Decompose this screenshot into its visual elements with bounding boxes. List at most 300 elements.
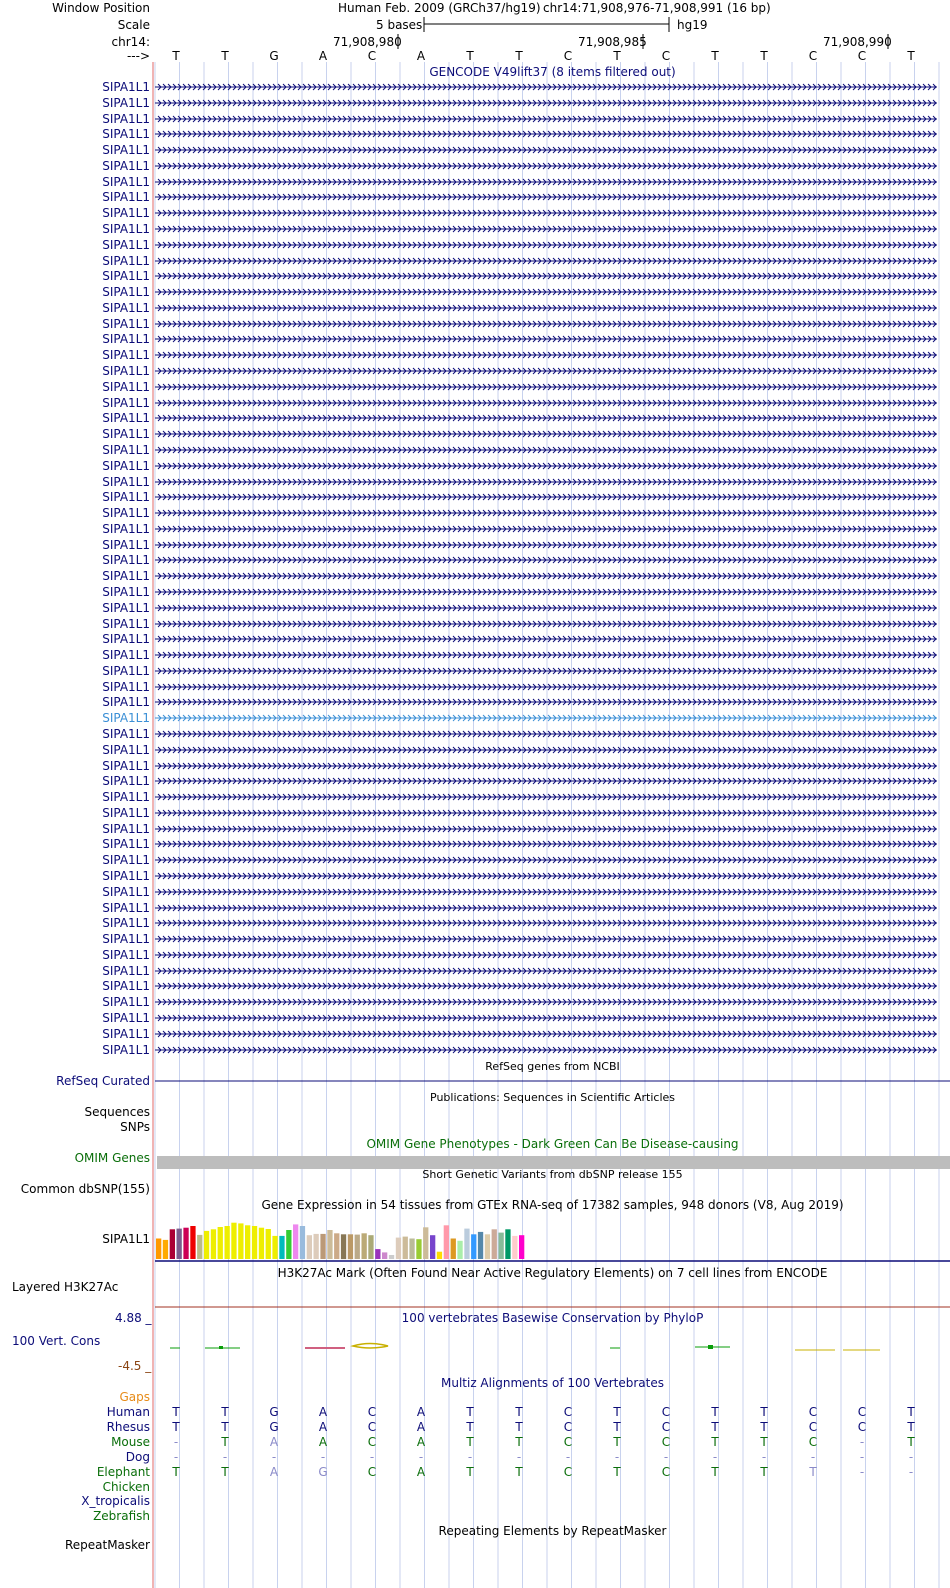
multiz-aligned-base: C: [563, 1405, 573, 1419]
gencode-gene-label[interactable]: SIPA1L1: [102, 632, 150, 647]
gencode-transcript-line[interactable]: [155, 382, 937, 392]
gencode-gene-label[interactable]: SIPA1L1: [102, 364, 150, 379]
gtex-tissue-bar[interactable]: [403, 1237, 408, 1259]
gencode-transcript-line[interactable]: [155, 477, 937, 487]
gencode-gene-label[interactable]: SIPA1L1: [102, 537, 150, 552]
gencode-gene-label[interactable]: SIPA1L1: [102, 95, 150, 110]
gtex-tissue-bar[interactable]: [451, 1239, 456, 1260]
reference-base: C: [563, 49, 573, 63]
multiz-aligned-base: A: [269, 1464, 279, 1479]
gtex-tissue-bar[interactable]: [368, 1235, 373, 1259]
reference-base: T: [466, 49, 474, 63]
gencode-track-title: GENCODE V49lift37 (8 items filtered out): [429, 65, 676, 79]
h3k27ac-track-title: H3K27Ac Mark (Often Found Near Active Regulatory Elements) on 7 cell lines from ENCODE: [277, 1266, 828, 1280]
gtex-tissue-bar[interactable]: [266, 1229, 271, 1259]
gencode-gene-label[interactable]: SIPA1L1: [102, 553, 150, 568]
reference-base: T: [613, 49, 621, 63]
gtex-tissue-bar[interactable]: [272, 1236, 277, 1259]
gencode-transcript-line[interactable]: [155, 334, 937, 344]
gtex-tissue-bar[interactable]: [238, 1223, 243, 1259]
gencode-gene-label[interactable]: SIPA1L1: [102, 569, 150, 584]
gencode-transcript-line[interactable]: [155, 934, 937, 944]
scale-db: hg19: [677, 18, 708, 32]
gencode-transcript-line[interactable]: [155, 634, 937, 644]
gencode-gene-label[interactable]: SIPA1L1: [102, 190, 150, 205]
gencode-transcript-line[interactable]: [155, 603, 937, 613]
gtex-tissue-bar[interactable]: [409, 1239, 414, 1260]
multiz-aligned-base: T: [515, 1419, 523, 1434]
multiz-aligned-base: T: [809, 1464, 817, 1479]
multiz-aligned-base: -: [908, 1449, 914, 1464]
gencode-gene-label[interactable]: SIPA1L1: [102, 916, 150, 931]
multiz-aligned-base: -: [859, 1434, 865, 1449]
gencode-gene-label[interactable]: SIPA1L1: [102, 253, 150, 268]
gencode-gene-label[interactable]: SIPA1L1: [102, 837, 150, 852]
gencode-gene-label[interactable]: SIPA1L1: [102, 679, 150, 694]
gencode-transcript-line[interactable]: [155, 256, 937, 266]
multiz-aligned-base: C: [367, 1464, 377, 1479]
gencode-transcript-line[interactable]: [155, 366, 937, 376]
multiz-aligned-base: A: [318, 1434, 328, 1449]
gtex-tissue-bar[interactable]: [485, 1234, 490, 1259]
gtex-tissue-bar[interactable]: [204, 1231, 209, 1259]
gencode-gene-label[interactable]: SIPA1L1: [102, 711, 150, 726]
multiz-species-label[interactable]: Mouse: [111, 1434, 150, 1449]
gencode-transcript-line[interactable]: [155, 492, 937, 502]
gencode-gene-label[interactable]: SIPA1L1: [102, 222, 150, 237]
gtex-tissue-bar[interactable]: [170, 1229, 175, 1259]
gencode-transcript-line[interactable]: [155, 824, 937, 834]
gencode-gene-label[interactable]: SIPA1L1: [102, 726, 150, 741]
gtex-tissue-bar[interactable]: [471, 1234, 476, 1259]
gencode-gene-label[interactable]: SIPA1L1: [102, 979, 150, 994]
gencode-transcript-line[interactable]: [155, 619, 937, 629]
gencode-transcript-line[interactable]: [155, 981, 937, 991]
gencode-transcript-line[interactable]: [155, 224, 937, 234]
gencode-gene-label[interactable]: SIPA1L1: [102, 332, 150, 347]
gencode-gene-label[interactable]: SIPA1L1: [102, 774, 150, 789]
gencode-gene-label[interactable]: SIPA1L1: [102, 127, 150, 142]
gencode-gene-label[interactable]: SIPA1L1: [102, 1011, 150, 1026]
gencode-transcript-line[interactable]: [155, 997, 937, 1007]
gencode-transcript-line[interactable]: [155, 792, 937, 802]
multiz-aligned-base: T: [172, 1464, 180, 1479]
multiz-aligned-base: T: [907, 1419, 915, 1434]
reference-base: G: [269, 49, 279, 63]
refseq-track-line: [155, 1080, 950, 1083]
gtex-tissue-bar[interactable]: [382, 1252, 387, 1259]
gencode-transcript-line[interactable]: [155, 903, 937, 913]
multiz-aligned-base: C: [661, 1419, 671, 1434]
gtex-track-label[interactable]: SIPA1L1: [102, 1232, 150, 1246]
multiz-aligned-base: -: [271, 1449, 277, 1464]
gencode-transcript-line[interactable]: [155, 1029, 937, 1039]
multiz-aligned-base: A: [318, 1405, 328, 1419]
gencode-gene-label[interactable]: SIPA1L1: [102, 853, 150, 868]
gencode-transcript-line[interactable]: [155, 240, 937, 250]
gtex-tissue-bar[interactable]: [286, 1230, 291, 1259]
gencode-gene-label[interactable]: SIPA1L1: [102, 458, 150, 473]
gencode-gene-label[interactable]: SIPA1L1: [102, 963, 150, 978]
multiz-aligned-base: T: [515, 1434, 523, 1449]
gencode-gene-label[interactable]: SIPA1L1: [102, 442, 150, 457]
coord-tick-2: 71,908,985: [578, 35, 647, 49]
phylop-signal: [155, 1336, 950, 1358]
multiz-aligned-base: C: [661, 1434, 671, 1449]
multiz-aligned-base: -: [173, 1434, 179, 1449]
gencode-transcript-line[interactable]: [155, 271, 937, 281]
multiz-aligned-base: C: [367, 1419, 377, 1434]
multiz-aligned-base: G: [269, 1405, 279, 1419]
gencode-gene-label[interactable]: SIPA1L1: [102, 395, 150, 410]
gencode-gene-label[interactable]: SIPA1L1: [102, 411, 150, 426]
multiz-track-title: Multiz Alignments of 100 Vertebrates: [440, 1376, 665, 1390]
gencode-gene-label[interactable]: SIPA1L1: [102, 947, 150, 962]
multiz-aligned-base: A: [318, 1419, 328, 1434]
gencode-transcript-line[interactable]: [155, 918, 937, 928]
multiz-aligned-base: T: [711, 1434, 719, 1449]
phylop-track-label[interactable]: 100 Vert. Cons: [12, 1334, 101, 1348]
gencode-transcript-line[interactable]: [155, 508, 937, 518]
multiz-aligned-base: -: [614, 1449, 620, 1464]
gencode-gene-label[interactable]: SIPA1L1: [102, 790, 150, 805]
gencode-gene-label[interactable]: SIPA1L1: [102, 506, 150, 521]
multiz-aligned-base: A: [416, 1405, 426, 1419]
multiz-aligned-base: C: [808, 1434, 818, 1449]
multiz-aligned-base: C: [857, 1405, 867, 1419]
gencode-gene-label[interactable]: SIPA1L1: [102, 805, 150, 820]
gtex-tissue-bar[interactable]: [457, 1241, 462, 1259]
reference-base: T: [711, 49, 719, 63]
multiz-gaps-label[interactable]: Gaps: [119, 1390, 150, 1404]
gtex-tissue-bar[interactable]: [314, 1234, 319, 1259]
gencode-gene-label[interactable]: SIPA1L1: [102, 648, 150, 663]
gencode-transcript-line[interactable]: [155, 208, 937, 218]
gencode-transcript-line[interactable]: [155, 776, 937, 786]
multiz-aligned-base: -: [173, 1449, 179, 1464]
gencode-gene-label[interactable]: SIPA1L1: [102, 158, 150, 173]
omim-track-label[interactable]: OMIM Genes: [74, 1151, 150, 1165]
repeatmasker-track-title: Repeating Elements by RepeatMasker: [438, 1524, 667, 1538]
gtex-tissue-bar[interactable]: [505, 1229, 510, 1259]
multiz-aligned-base: T: [221, 1405, 229, 1419]
gtex-tissue-bar[interactable]: [252, 1226, 257, 1259]
multiz-aligned-base: C: [808, 1405, 818, 1419]
gtex-tissue-bar[interactable]: [492, 1229, 497, 1259]
gencode-transcript-line[interactable]: [155, 666, 937, 676]
gencode-transcript-line[interactable]: [155, 555, 937, 565]
gencode-gene-label[interactable]: SIPA1L1: [102, 427, 150, 442]
gencode-transcript-line[interactable]: [155, 887, 937, 897]
publications-sequences-label[interactable]: Sequences: [84, 1105, 150, 1119]
gtex-tissue-bar[interactable]: [225, 1226, 230, 1259]
reference-base: T: [221, 49, 229, 63]
gencode-transcript-line[interactable]: [155, 192, 937, 202]
scale-text: 5 bases: [376, 18, 423, 32]
multiz-aligned-base: C: [367, 1434, 377, 1449]
multiz-aligned-base: C: [808, 1419, 818, 1434]
gencode-gene-label[interactable]: SIPA1L1: [102, 379, 150, 394]
multiz-aligned-base: -: [467, 1449, 473, 1464]
gtex-tissue-bar[interactable]: [512, 1236, 517, 1259]
reference-base: T: [907, 49, 915, 63]
multiz-aligned-base: T: [172, 1405, 180, 1419]
multiz-aligned-base: -: [908, 1464, 914, 1479]
gtex-tissue-bar[interactable]: [389, 1255, 394, 1259]
gencode-transcript-line[interactable]: [155, 729, 937, 739]
gencode-gene-label[interactable]: SIPA1L1: [102, 869, 150, 883]
gencode-gene-label[interactable]: SIPA1L1: [102, 616, 150, 631]
multiz-aligned-base: A: [416, 1434, 426, 1449]
multiz-species-label[interactable]: Zebrafish: [93, 1509, 150, 1524]
gencode-transcript-line[interactable]: [155, 350, 937, 360]
phylop-track-title: 100 vertebrates Basewise Conservation by PhyloP: [401, 1311, 704, 1325]
gtex-tissue-bar[interactable]: [478, 1232, 483, 1259]
gencode-gene-label[interactable]: SIPA1L1: [102, 695, 150, 710]
gencode-gene-label[interactable]: SIPA1L1: [102, 900, 150, 915]
multiz-aligned-base: T: [613, 1464, 621, 1479]
gtex-tissue-bar[interactable]: [499, 1233, 504, 1259]
gencode-transcript-line[interactable]: [155, 177, 937, 187]
gtex-tissue-bar[interactable]: [245, 1225, 250, 1259]
multiz-species-label[interactable]: Rhesus: [106, 1419, 150, 1434]
gencode-transcript-line[interactable]: [155, 839, 937, 849]
refseq-track-label[interactable]: RefSeq Curated: [56, 1074, 150, 1088]
gtex-track-title: Gene Expression in 54 tissues from GTEx RNA-seq of 17382 samples, 948 donors (V8, Aug 2019): [261, 1198, 844, 1212]
gencode-transcript-line[interactable]: [155, 98, 937, 108]
multiz-species-label[interactable]: Chicken: [102, 1479, 150, 1494]
gencode-gene-label[interactable]: SIPA1L1: [102, 316, 150, 331]
h3k27ac-track-label[interactable]: Layered H3K27Ac: [12, 1280, 119, 1294]
publications-snps-label[interactable]: SNPs: [120, 1120, 150, 1134]
gencode-gene-label[interactable]: SIPA1L1: [102, 1026, 150, 1041]
gencode-transcript-line[interactable]: [155, 445, 937, 455]
gencode-transcript-line[interactable]: [155, 871, 937, 881]
gencode-transcript-line[interactable]: [155, 950, 937, 960]
multiz-aligned-base: -: [516, 1449, 522, 1464]
gencode-transcript-line[interactable]: [155, 161, 937, 171]
gtex-tissue-bar[interactable]: [300, 1226, 305, 1259]
gencode-transcript-line[interactable]: [155, 966, 937, 976]
reference-base: C: [367, 49, 377, 63]
gencode-transcript-line[interactable]: [155, 1013, 937, 1023]
gencode-transcript-line[interactable]: [155, 82, 937, 92]
strand-label: --->: [126, 49, 150, 63]
gtex-tissue-bar[interactable]: [437, 1252, 442, 1259]
reference-base: C: [808, 49, 818, 63]
multiz-aligned-base: G: [318, 1464, 328, 1479]
reference-base: T: [172, 49, 180, 63]
multiz-aligned-base: C: [563, 1464, 573, 1479]
multiz-aligned-base: C: [661, 1464, 671, 1479]
gencode-transcript-line[interactable]: [155, 713, 937, 723]
gtex-tissue-bar[interactable]: [355, 1235, 360, 1259]
gtex-tissue-bar[interactable]: [183, 1228, 188, 1259]
gencode-gene-label[interactable]: SIPA1L1: [102, 663, 150, 678]
gtex-tissue-bar[interactable]: [197, 1235, 202, 1259]
gtex-tissue-bar[interactable]: [259, 1228, 264, 1259]
multiz-aligned-base: A: [416, 1419, 426, 1434]
gencode-transcript-line[interactable]: [155, 287, 937, 297]
multiz-aligned-base: T: [221, 1464, 229, 1479]
reference-base: C: [857, 49, 867, 63]
gencode-transcript-line[interactable]: [155, 145, 937, 155]
dbsnp-track-title: Short Genetic Variants from dbSNP release 155: [422, 1168, 683, 1181]
multiz-aligned-base: -: [859, 1464, 865, 1479]
multiz-aligned-base: T: [711, 1464, 719, 1479]
gencode-transcript-line[interactable]: [155, 524, 937, 534]
phylop-min-label: -4.5 _: [118, 1359, 152, 1373]
multiz-aligned-base: T: [760, 1405, 768, 1419]
multiz-aligned-base: -: [369, 1449, 375, 1464]
gencode-transcript-line[interactable]: [155, 319, 937, 329]
publications-track-title: Publications: Sequences in Scientific Articles: [430, 1091, 675, 1104]
gencode-transcript-line[interactable]: [155, 697, 937, 707]
gencode-gene-label[interactable]: SIPA1L1: [102, 490, 150, 505]
gencode-gene-label[interactable]: SIPA1L1: [102, 348, 150, 363]
repeatmasker-track-label[interactable]: RepeatMasker: [64, 1538, 150, 1552]
gtex-tissue-bar[interactable]: [231, 1223, 236, 1259]
gencode-gene-label[interactable]: SIPA1L1: [102, 143, 150, 158]
gencode-transcript-line[interactable]: [155, 429, 937, 439]
multiz-aligned-base: A: [269, 1434, 279, 1449]
reference-base: A: [318, 49, 328, 63]
gencode-gene-label[interactable]: SIPA1L1: [102, 111, 150, 126]
gencode-gene-label[interactable]: SIPA1L1: [102, 742, 150, 757]
h3k27ac-track-line: [155, 1306, 950, 1309]
gencode-transcript-line[interactable]: [155, 413, 937, 423]
gencode-gene-label[interactable]: SIPA1L1: [102, 300, 150, 315]
multiz-aligned-base: T: [221, 1434, 229, 1449]
multiz-species-label[interactable]: Dog: [125, 1449, 150, 1464]
multiz-aligned-base: -: [663, 1449, 669, 1464]
gtex-tissue-bar[interactable]: [464, 1229, 469, 1259]
gtex-tissue-bar[interactable]: [341, 1234, 346, 1259]
multiz-aligned-base: -: [859, 1449, 865, 1464]
gtex-tissue-bar[interactable]: [177, 1229, 182, 1259]
reference-base: T: [515, 49, 523, 63]
gtex-tissue-bar[interactable]: [327, 1230, 332, 1259]
gencode-gene-label[interactable]: SIPA1L1: [102, 932, 150, 947]
reference-base: T: [760, 49, 768, 63]
dbsnp-track-label[interactable]: Common dbSNP(155): [20, 1182, 150, 1196]
multiz-species-label[interactable]: Elephant: [96, 1464, 150, 1479]
multiz-aligned-base: T: [760, 1419, 768, 1434]
gencode-gene-label[interactable]: SIPA1L1: [102, 521, 150, 536]
gencode-transcript-line[interactable]: [155, 808, 937, 818]
multiz-aligned-base: T: [515, 1464, 523, 1479]
gtex-tissue-bar[interactable]: [396, 1238, 401, 1259]
gencode-gene-label[interactable]: SIPA1L1: [102, 174, 150, 189]
gencode-transcript-line[interactable]: [155, 461, 937, 471]
gencode-transcript-line[interactable]: [155, 682, 937, 692]
gencode-transcript-line[interactable]: [155, 855, 937, 865]
gencode-gene-label[interactable]: SIPA1L1: [102, 285, 150, 300]
gencode-transcript-line[interactable]: [155, 761, 937, 771]
gencode-gene-label[interactable]: SIPA1L1: [102, 80, 150, 94]
multiz-species-label[interactable]: Human: [106, 1405, 150, 1419]
multiz-species-label[interactable]: X_tropicalis: [81, 1494, 150, 1509]
gencode-transcript-line[interactable]: [155, 398, 937, 408]
gencode-transcript-line[interactable]: [155, 587, 937, 597]
gencode-gene-label[interactable]: SIPA1L1: [102, 821, 150, 836]
gencode-transcript-line[interactable]: [155, 114, 937, 124]
gencode-gene-label[interactable]: SIPA1L1: [102, 269, 150, 284]
multiz-aligned-base: G: [269, 1419, 279, 1434]
gencode-gene-label[interactable]: SIPA1L1: [102, 474, 150, 489]
multiz-aligned-base: C: [563, 1419, 573, 1434]
position-readout: chr14:71,908,976-71,908,991 (16 bp): [543, 1, 771, 15]
gtex-tissue-bar[interactable]: [423, 1227, 428, 1259]
multiz-aligned-base: T: [466, 1405, 474, 1419]
multiz-aligned-base: T: [760, 1434, 768, 1449]
gencode-transcript-line[interactable]: [155, 571, 937, 581]
gencode-transcript-line[interactable]: [155, 650, 937, 660]
gtex-tissue-bar[interactable]: [163, 1240, 168, 1259]
omim-track-title: OMIM Gene Phenotypes - Dark Green Can Be Disease-causing: [366, 1137, 739, 1151]
scale-bar: [420, 16, 675, 34]
gencode-gene-label[interactable]: SIPA1L1: [102, 884, 150, 899]
gencode-gene-label[interactable]: SIPA1L1: [102, 1042, 150, 1057]
multiz-aligned-base: T: [613, 1434, 621, 1449]
gtex-tissue-bar[interactable]: [320, 1234, 325, 1259]
gtex-tissue-bar[interactable]: [362, 1233, 367, 1259]
gencode-transcript-line[interactable]: [155, 1045, 937, 1055]
gtex-tissue-bar[interactable]: [307, 1235, 312, 1259]
gtex-tissue-bar[interactable]: [444, 1225, 449, 1259]
gtex-tissue-bar[interactable]: [519, 1235, 524, 1259]
multiz-aligned-base: T: [613, 1419, 621, 1434]
gtex-tissue-bar[interactable]: [211, 1229, 216, 1259]
gencode-gene-label[interactable]: SIPA1L1: [102, 584, 150, 599]
multiz-aligned-base: T: [711, 1405, 719, 1419]
multiz-aligned-base: -: [320, 1449, 326, 1464]
gencode-transcript-line[interactable]: [155, 303, 937, 313]
gtex-tissue-bar[interactable]: [218, 1227, 223, 1259]
gencode-transcript-line[interactable]: [155, 129, 937, 139]
gencode-transcript-line[interactable]: [155, 540, 937, 550]
gtex-tissue-bar[interactable]: [375, 1249, 380, 1259]
multiz-aligned-base: T: [760, 1464, 768, 1479]
gtex-tissue-bar[interactable]: [293, 1224, 298, 1259]
coord-tick-1: 71,908,980: [333, 35, 402, 49]
gtex-tissue-bar[interactable]: [416, 1239, 421, 1259]
multiz-aligned-base: T: [466, 1419, 474, 1434]
gencode-gene-label[interactable]: SIPA1L1: [102, 600, 150, 615]
assembly-title: Human Feb. 2009 (GRCh37/hg19): [338, 1, 541, 15]
gencode-gene-label[interactable]: SIPA1L1: [102, 758, 150, 773]
gencode-gene-label[interactable]: SIPA1L1: [102, 206, 150, 221]
multiz-aligned-base: T: [907, 1434, 915, 1449]
gencode-gene-label[interactable]: SIPA1L1: [102, 995, 150, 1010]
reference-base: C: [661, 49, 671, 63]
gtex-tissue-bar[interactable]: [348, 1234, 353, 1259]
multiz-aligned-base: -: [222, 1449, 228, 1464]
gtex-bar-chart[interactable]: [155, 1212, 950, 1262]
reference-base: A: [416, 49, 426, 63]
gtex-tissue-bar[interactable]: [279, 1236, 284, 1259]
gencode-gene-label[interactable]: SIPA1L1: [102, 237, 150, 252]
multiz-aligned-base: T: [221, 1419, 229, 1434]
multiz-aligned-base: C: [661, 1405, 671, 1419]
gtex-tissue-bar[interactable]: [156, 1239, 161, 1260]
multiz-aligned-base: T: [907, 1405, 915, 1419]
gtex-tissue-bar[interactable]: [430, 1235, 435, 1259]
gencode-transcript-line[interactable]: [155, 745, 937, 755]
gtex-tissue-bar[interactable]: [334, 1233, 339, 1259]
multiz-aligned-base: C: [857, 1419, 867, 1434]
gtex-tissue-bar[interactable]: [190, 1226, 195, 1259]
